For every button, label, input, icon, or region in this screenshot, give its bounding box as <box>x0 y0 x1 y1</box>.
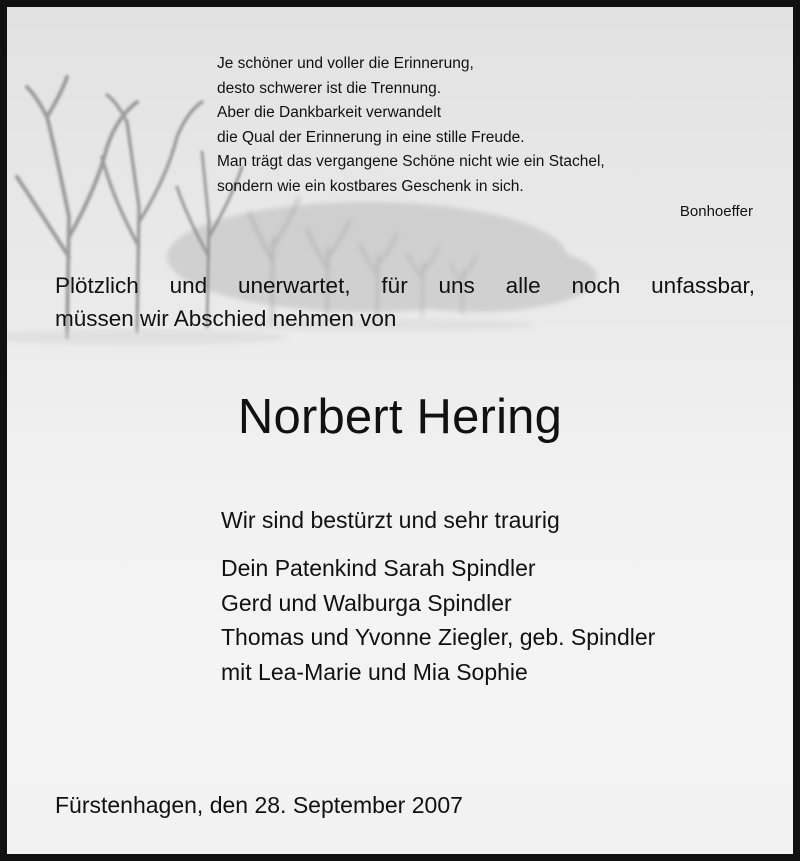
mourner-entry: Thomas und Yvonne Ziegler, geb. Spindler <box>221 624 656 650</box>
mourners-list <box>221 551 655 689</box>
mourner-entry: mit Lea-Marie und Mia Sophie <box>221 658 528 685</box>
intro-text <box>55 269 755 335</box>
sorrow-statement: Wir sind bestürzt und sehr traurig <box>221 507 560 533</box>
deceased-name: Norbert Hering <box>237 390 563 444</box>
intro-line: Plötzlich und unerwartet, für uns alle noch unfassbar, <box>55 273 755 298</box>
mourner-entry: Gerd und Walburga Spindler <box>221 589 512 616</box>
bonhoeffer-quote <box>217 52 753 225</box>
mourner-entry: Dein Patenkind Sarah Spindler <box>221 555 536 581</box>
place-and-date: Fürstenhagen, den 28. September 2007 <box>55 792 463 818</box>
quote-line: Man trägt das vergangene Schöne nicht wie ein Stachel, <box>217 153 605 170</box>
quote-author: Bonhoeffer <box>679 203 753 220</box>
quote-line: desto schwerer ist die Trennung. <box>217 79 442 97</box>
quote-line: die Qual der Erinnerung in eine stille Freude. <box>217 128 525 146</box>
quote-line: Aber die Dankbarkeit verwandelt <box>217 104 442 121</box>
quote-line: sondern wie ein kostbares Geschenk in sich. <box>217 177 524 195</box>
intro-line: müssen wir Abschied nehmen von <box>55 306 397 331</box>
quote-line: Je schöner und voller die Erinnerung, <box>217 55 474 72</box>
